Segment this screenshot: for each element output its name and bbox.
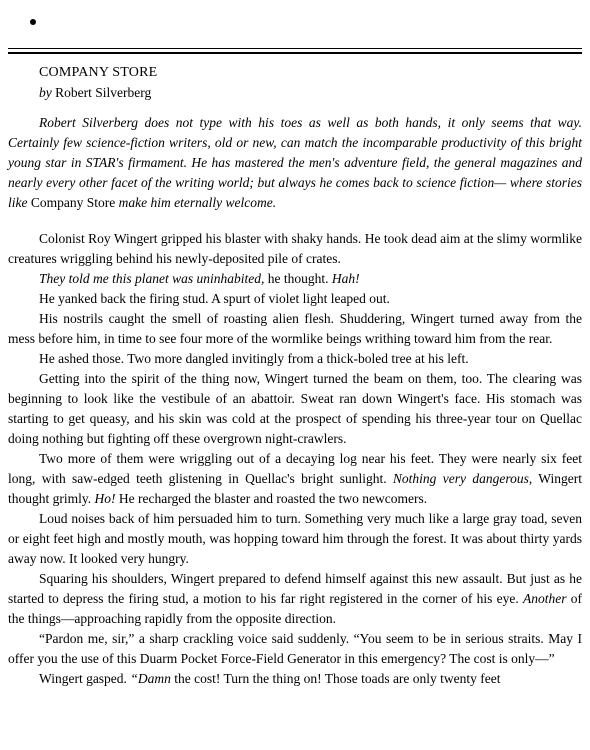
p7-text-c: He recharged the blaster and roasted the two newcomers.	[115, 491, 428, 506]
byline-prefix: by	[39, 85, 52, 100]
story-paragraph-3: He yanked back the firing stud. A spurt of violet light leaped out.	[39, 291, 390, 306]
story-paragraph-1: Colonist Roy Wingert gripped his blaster with shaky hands. He took dead aim at the slimy wormlike creatures wriggling behind his newly-deposited pile of crates.	[8, 231, 582, 266]
p7-text-b: Wingert thought grimly.	[8, 471, 583, 506]
story-paragraph-4: His nostrils caught the smell of roasting alien flesh. Shuddering, Wingert turned away from the mess before him, in time to see four more of the wormlike beings writhing toward him from the rear.	[8, 311, 582, 346]
p11-text-a: Wingert gasped.	[39, 671, 131, 686]
horizontal-rule-top	[8, 48, 582, 49]
p7-text-a: Two more of them were wriggling out of a decaying log near his feet. They were nearly six feet long, with saw-edged teeth glistening in Quellac's bright sunlight.	[8, 451, 582, 486]
p2-exclaim: Hah!	[331, 271, 360, 286]
byline-author: Robert Silverberg	[55, 85, 152, 100]
p11-emphasis: “Damn	[130, 671, 171, 686]
horizontal-rule-bottom	[8, 52, 582, 54]
intro-part-1: Robert Silverberg does not type with his toes as well as both hands, it only seems that way. Certainly few science-fiction writers, old or new, can match the incomparable productivity of this bright young star in STAR's firmament. He has mastered the men's adventure field, the general magazines and nearly every other facet of the writing world; but always he comes back to science fiction— where stories like	[8, 115, 582, 210]
story-paragraph-6: Getting into the spirit of the thing now, Wingert turned the beam on them, too. The clearing was beginning to look like the vestibule of an abattoir. Sweat ran down Wingert's face. His stomach was starting to get queasy, and his skin was cold at the prospect of spending his three-year tour on Quellac doing nothing but fighting off these overgrown night-crawlers.	[8, 371, 582, 446]
p2-text: he thought.	[264, 271, 332, 286]
article-title: COMPANY STORE	[39, 65, 158, 80]
intro-part-2: make him eternally welcome.	[118, 195, 277, 210]
story-paragraph-2	[8, 269, 582, 289]
p7-thought: Nothing very dangerous,	[392, 471, 533, 486]
p2-thought: They told me this planet was uninhabited,	[39, 271, 265, 286]
bullet-icon	[30, 19, 36, 25]
story-paragraph-10: “Pardon me, sir,” a sharp crackling voice said suddenly. “You seem to be in serious straits. May I offer you the use of this Duarm Pocket Force-Field Generator in this emergency? The cost is only—”	[8, 631, 582, 666]
p9-emphasis: Another	[523, 591, 567, 606]
story-paragraph-9	[8, 569, 582, 629]
p9-text-a: Squaring his shoulders, Wingert prepared to defend himself against this new assault. But just as he started to depress the firing stud, a motion to his far right registered in the corner of his eye.	[8, 571, 582, 606]
story-paragraph-7	[8, 449, 582, 509]
list-bullet-row	[0, 12, 590, 36]
intro-story-title: Company Store	[30, 195, 116, 210]
p11-text-b: the cost! Turn the thing on! Those toads are only twenty feet	[170, 671, 501, 686]
story-body	[8, 229, 582, 689]
story-paragraph-8: Loud noises back of him persuaded him to turn. Something very much like a large gray toad, seven or eight feet high and mostly mouth, was hopping toward him through the forest. It was about thirty yards away now. It looked very hungry.	[8, 511, 582, 566]
p7-exclaim: Ho!	[94, 491, 116, 506]
story-paragraph-5: He ashed those. Two more dangled invitingly from a thick-boled tree at his left.	[39, 351, 469, 366]
p9-text-b: of the things—approaching rapidly from the opposite direction.	[8, 591, 583, 626]
article	[8, 63, 582, 689]
byline	[39, 83, 582, 103]
editor-intro	[8, 113, 582, 213]
story-paragraph-11	[8, 669, 582, 689]
